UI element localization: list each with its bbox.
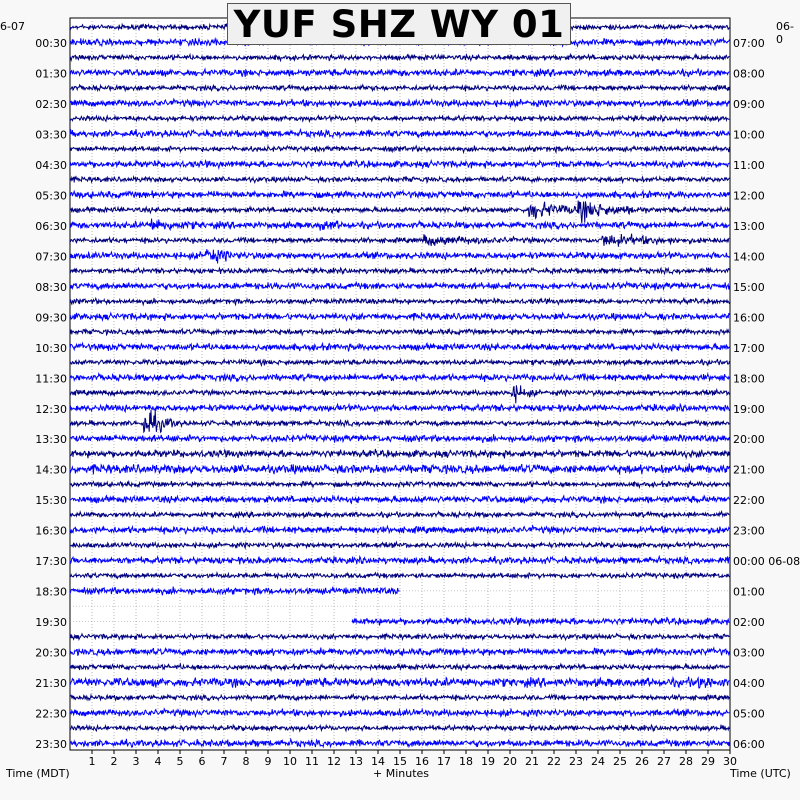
x-tick-label: 12 [327, 755, 341, 768]
left-tick-label: 14:30 [35, 463, 67, 477]
x-tick-label: 19 [481, 755, 495, 768]
x-tick-label: 10 [283, 755, 297, 768]
x-tick-label: 15 [393, 755, 407, 768]
start-date-label: 6-07 [0, 20, 25, 33]
right-tick-label: 21:00 [733, 463, 765, 477]
left-tick-label: 10:30 [35, 341, 67, 355]
x-tick-label: 1 [88, 755, 96, 768]
left-tick-label: 03:30 [35, 128, 67, 142]
left-tick-label: 13:30 [35, 433, 67, 447]
left-tick-label: 16:30 [35, 524, 67, 538]
left-tick-label: 22:30 [35, 707, 67, 721]
left-tick-label: 18:30 [35, 585, 67, 599]
left-tick-label: 07:30 [35, 250, 67, 264]
left-tick-label: 05:30 [35, 189, 67, 203]
right-tick-label: 08:00 [733, 67, 765, 81]
right-tick-label: 03:00 [733, 646, 765, 660]
left-tick-label: 17:30 [35, 555, 67, 569]
left-tick-label: 23:30 [35, 738, 67, 752]
chart-title-box [227, 3, 571, 45]
x-tick-label: 21 [525, 755, 539, 768]
left-tick-label: 11:30 [35, 372, 67, 386]
right-tick-label: 06:00 [733, 738, 765, 752]
x-tick-label: 5 [176, 755, 184, 768]
right-tick-label: 16:00 [733, 311, 765, 325]
chart-title: YUF SHZ WY 01 [233, 2, 565, 46]
right-tick-label: 20:00 [733, 433, 765, 447]
right-tick-label: 17:00 [733, 341, 765, 355]
right-tick-label: 04:00 [733, 677, 765, 691]
x-tick-label: 28 [679, 755, 693, 768]
x-axis-label: + Minutes [373, 767, 430, 780]
x-tick-label: 13 [349, 755, 363, 768]
x-tick-label: 30 [723, 755, 737, 768]
left-tick-label: 01:30 [35, 67, 67, 81]
x-tick-label: 16 [415, 755, 429, 768]
right-tick-label: 02:00 [733, 616, 765, 630]
left-tick-label: 20:30 [35, 646, 67, 660]
left-tick-label: 04:30 [35, 158, 67, 172]
x-tick-label: 6 [198, 755, 206, 768]
x-tick-label: 17 [437, 755, 451, 768]
x-tick-label: 8 [242, 755, 250, 768]
right-tick-label: 19:00 [733, 402, 765, 416]
x-tick-label: 20 [503, 755, 517, 768]
x-tick-label: 2 [110, 755, 118, 768]
x-tick-label: 7 [220, 755, 228, 768]
right-axis-label: Time (UTC) [730, 767, 791, 780]
right-tick-label: 15:00 [733, 280, 765, 294]
left-tick-label: 12:30 [35, 402, 67, 416]
x-tick-label: 25 [613, 755, 627, 768]
right-tick-label: 18:00 [733, 372, 765, 386]
x-tick-label: 4 [154, 755, 162, 768]
right-tick-label: 05:00 [733, 707, 765, 721]
x-tick-label: 24 [591, 755, 605, 768]
left-tick-label: 21:30 [35, 677, 67, 691]
x-tick-label: 18 [459, 755, 473, 768]
x-tick-label: 9 [264, 755, 272, 768]
right-tick-label: 22:00 [733, 494, 765, 508]
left-tick-label: 15:30 [35, 494, 67, 508]
right-tick-label: 10:00 [733, 128, 765, 142]
x-tick-label: 26 [635, 755, 649, 768]
left-tick-label: 19:30 [35, 616, 67, 630]
right-tick-label: 11:00 [733, 158, 765, 172]
left-tick-label: 09:30 [35, 311, 67, 325]
left-tick-label: 02:30 [35, 97, 67, 111]
x-tick-label: 23 [569, 755, 583, 768]
x-tick-label: 29 [701, 755, 715, 768]
end-date-label: 06-0 [776, 20, 794, 46]
right-tick-label: 12:00 [733, 189, 765, 203]
x-tick-label: 3 [132, 755, 140, 768]
left-tick-label: 00:30 [35, 37, 67, 50]
left-tick-label: 08:30 [35, 280, 67, 294]
x-tick-label: 11 [305, 755, 319, 768]
right-tick-label: 07:00 [733, 37, 765, 50]
x-tick-label: 22 [547, 755, 561, 768]
left-axis-label: Time (MDT) [6, 767, 70, 780]
right-tick-label: 01:00 [733, 585, 765, 599]
x-tick-label: 27 [657, 755, 671, 768]
left-tick-label: 06:30 [35, 219, 67, 233]
right-tick-label: 13:00 [733, 219, 765, 233]
right-tick-label: 14:00 [733, 250, 765, 264]
right-tick-label: 23:00 [733, 524, 765, 538]
right-tick-label: 00:00 06-08 [733, 555, 800, 569]
right-tick-label: 09:00 [733, 97, 765, 111]
x-tick-label: 14 [371, 755, 385, 768]
